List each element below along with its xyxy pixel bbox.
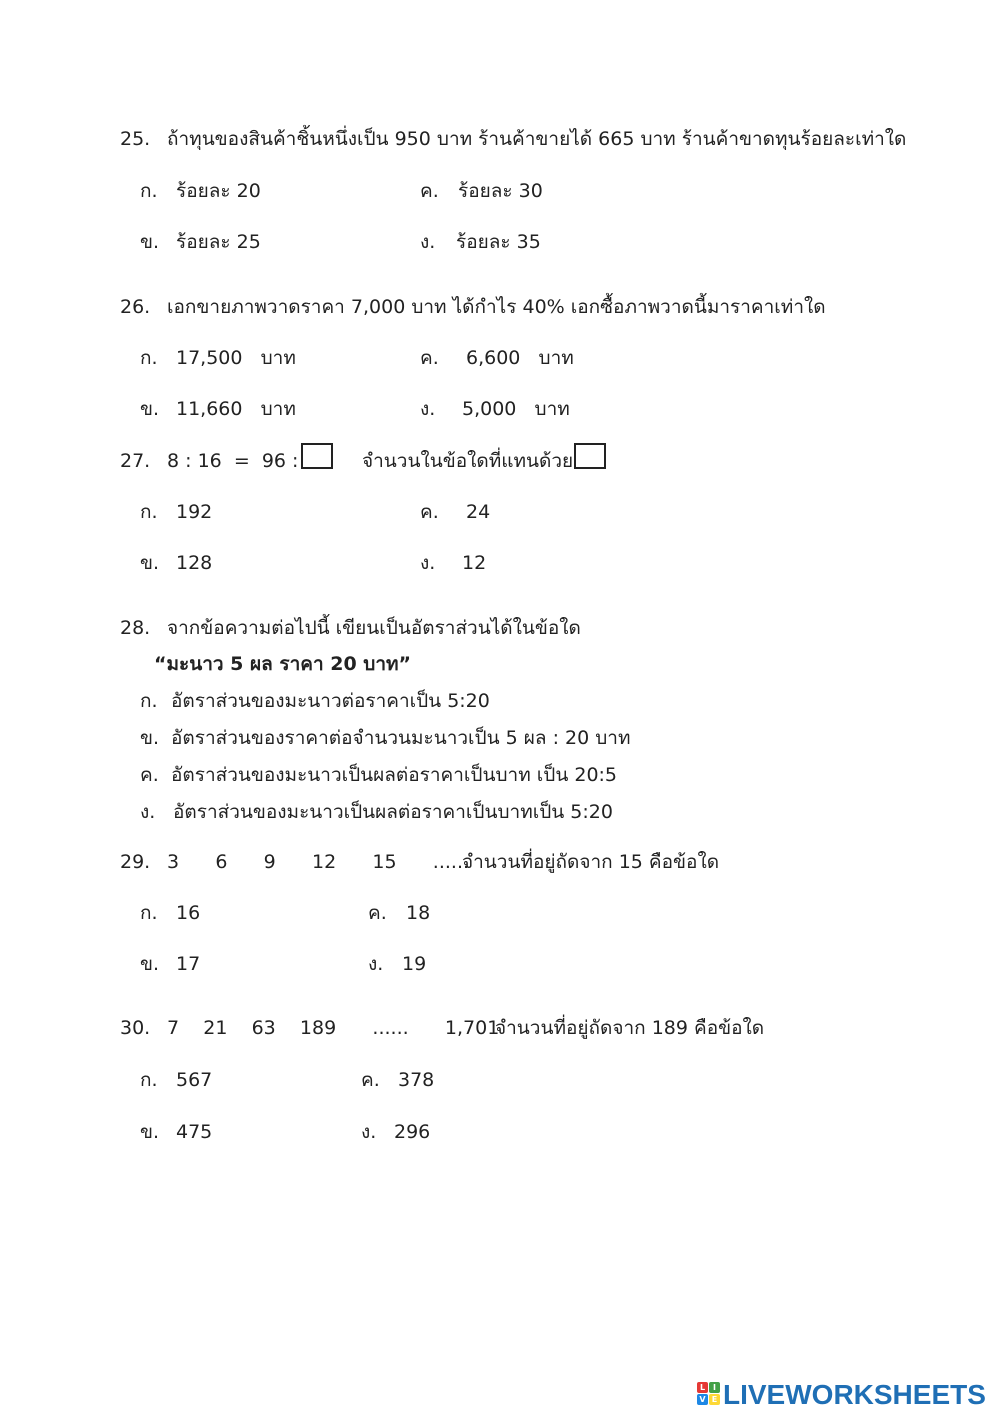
q29-option-a-label: ก. <box>140 902 158 924</box>
q27-option-c[interactable]: 24 <box>466 501 491 523</box>
q27-option-d-label: ง. <box>420 552 436 574</box>
q30-option-d-label: ง. <box>361 1121 377 1143</box>
q29-option-d[interactable]: 19 <box>402 953 427 975</box>
q26-number: 26. <box>120 296 151 318</box>
liveworksheets-mark-icon <box>697 1382 721 1406</box>
q26-option-d-label: ง. <box>420 398 436 420</box>
q30-sequence: 7 21 63 189 ...... 1,701 <box>167 1017 500 1039</box>
q30-option-a[interactable]: 567 <box>176 1069 213 1091</box>
q30-number: 30. <box>120 1017 151 1039</box>
q25-option-d[interactable]: ร้อยละ 35 <box>456 231 541 253</box>
q27-text: จำนวนในข้อใดที่แทนด้วย <box>362 450 574 472</box>
q28-option-b-label: ข. <box>140 727 160 749</box>
q25-option-c[interactable]: ร้อยละ 30 <box>458 180 543 202</box>
q29-option-a[interactable]: 16 <box>176 902 201 924</box>
mark-letter: L <box>697 1382 708 1393</box>
q25-option-c-label: ค. <box>420 180 439 202</box>
q28-quote: “มะนาว 5 ผล ราคา 20 บาท” <box>154 653 412 675</box>
q26-option-b-label: ข. <box>140 398 160 420</box>
q27-option-b-label: ข. <box>140 552 160 574</box>
q27-option-b[interactable]: 128 <box>176 552 213 574</box>
q27-number: 27. <box>120 450 151 472</box>
q26-option-a-label: ก. <box>140 347 158 369</box>
q29-option-d-label: ง. <box>368 953 384 975</box>
q29-option-b-label: ข. <box>140 953 160 975</box>
q29-sequence: 3 6 9 12 15 ...... <box>167 851 470 873</box>
q30-option-c[interactable]: 378 <box>398 1069 435 1091</box>
q27-expression: 8 : 16 = 96 : <box>167 450 299 472</box>
q30-option-b[interactable]: 475 <box>176 1121 213 1143</box>
q30-option-a-label: ก. <box>140 1069 158 1091</box>
q26-option-c[interactable]: 6,600 บาท <box>466 347 574 369</box>
q25-option-a-label: ก. <box>140 180 158 202</box>
q27-option-c-label: ค. <box>420 501 439 523</box>
liveworksheets-wordmark: LIVEWORKSHEETS <box>723 1379 986 1410</box>
q28-option-d[interactable]: อัตราส่วนของมะนาวเป็นผลต่อราคาเป็นบาทเป็น 5:20 <box>173 801 613 823</box>
q28-option-a[interactable]: อัตราส่วนของมะนาวต่อราคาเป็น 5:20 <box>171 690 490 712</box>
q26-text: เอกขายภาพวาดราคา 7,000 บาท ได้กำไร 40% เอกซื้อภาพวาดนี้มาราคาเท่าใด <box>167 296 826 318</box>
q27-option-a-label: ก. <box>140 501 158 523</box>
q30-option-c-label: ค. <box>361 1069 380 1091</box>
q26-option-a[interactable]: 17,500 บาท <box>176 347 296 369</box>
q29-option-c[interactable]: 18 <box>406 902 431 924</box>
mark-letter: V <box>697 1394 708 1405</box>
q29-option-b[interactable]: 17 <box>176 953 201 975</box>
q29-text: จำนวนที่อยู่ถัดจาก 15 คือข้อใด <box>462 851 720 873</box>
q27-option-d[interactable]: 12 <box>462 552 487 574</box>
q26-option-b[interactable]: 11,660 บาท <box>176 398 296 420</box>
q28-option-a-label: ก. <box>140 690 158 712</box>
q26-option-d[interactable]: 5,000 บาท <box>462 398 570 420</box>
q28-option-d-label: ง. <box>140 801 156 823</box>
q25-option-b[interactable]: ร้อยละ 25 <box>176 231 261 253</box>
q28-number: 28. <box>120 617 151 639</box>
q29-number: 29. <box>120 851 151 873</box>
q27-blank-box-symbol <box>574 443 606 469</box>
q27-blank-box[interactable] <box>301 443 333 469</box>
q25-option-b-label: ข. <box>140 231 160 253</box>
q30-option-d[interactable]: 296 <box>394 1121 431 1143</box>
q25-number: 25. <box>120 128 151 150</box>
q25-option-a[interactable]: ร้อยละ 20 <box>176 180 261 202</box>
q27-option-a[interactable]: 192 <box>176 501 213 523</box>
q28-option-b[interactable]: อัตราส่วนของราคาต่อจำนวนมะนาวเป็น 5 ผล : 20 บาท <box>171 727 631 749</box>
q25-text: ถ้าทุนของสินค้าชิ้นหนึ่งเป็น 950 บาท ร้านค้าขายได้ 665 บาท ร้านค้าขาดทุนร้อยละเท่าใด <box>167 128 907 150</box>
mark-letter: I <box>709 1382 720 1393</box>
q30-option-b-label: ข. <box>140 1121 160 1143</box>
q26-option-c-label: ค. <box>420 347 439 369</box>
q28-option-c-label: ค. <box>140 764 159 786</box>
q30-text: จำนวนที่อยู่ถัดจาก 189 คือข้อใด <box>495 1017 765 1039</box>
mark-letter: E <box>709 1394 720 1405</box>
q28-text: จากข้อความต่อไปนี้ เขียนเป็นอัตราส่วนได้ในข้อใด <box>167 617 581 639</box>
q25-option-d-label: ง. <box>420 231 436 253</box>
q28-option-c[interactable]: อัตราส่วนของมะนาวเป็นผลต่อราคาเป็นบาท เป็น 20:5 <box>171 764 618 786</box>
q29-option-c-label: ค. <box>368 902 387 924</box>
